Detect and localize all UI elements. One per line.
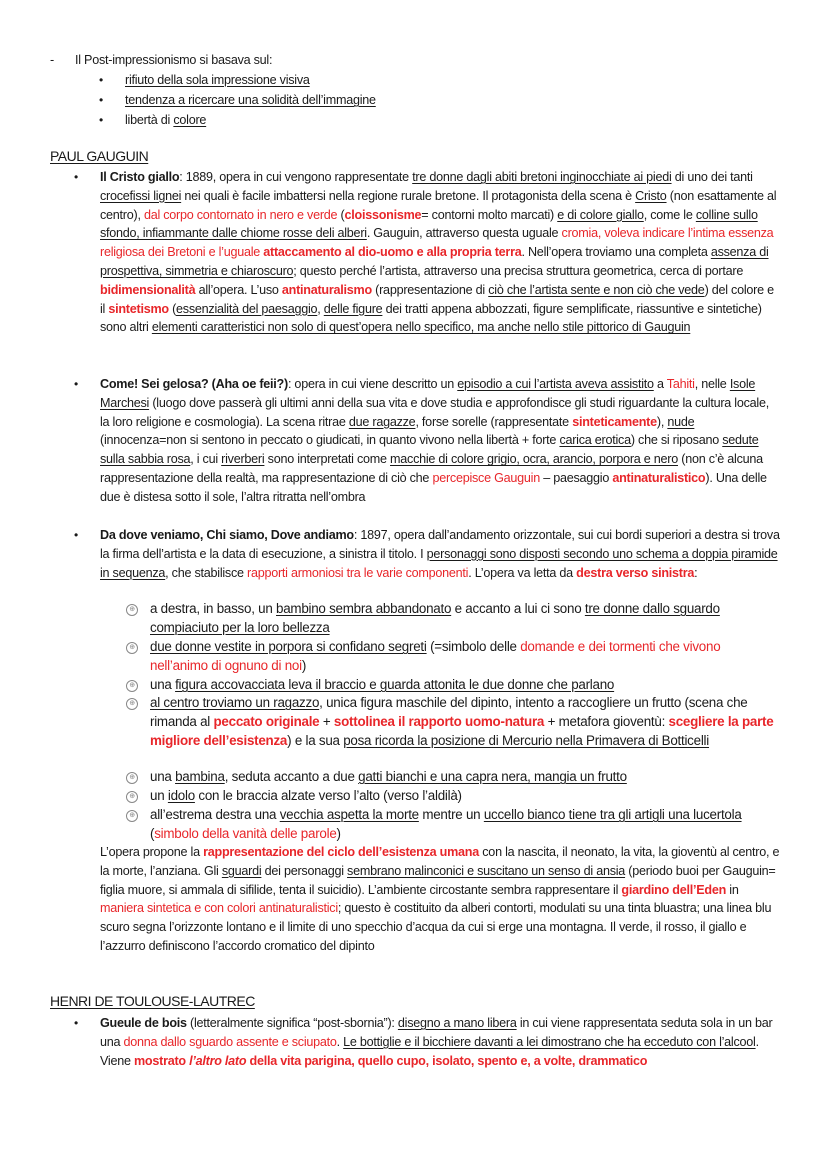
text-run: e accanto a lui ci sono bbox=[451, 601, 585, 616]
bullet-icon: • bbox=[74, 1016, 78, 1030]
text-run: carica erotica bbox=[559, 433, 631, 448]
text-run: tendenza a ricercare una solidità dell’immagine bbox=[125, 93, 376, 107]
text-run: due ragazze bbox=[348, 414, 416, 429]
text-run: L’opera propone la bbox=[100, 845, 204, 859]
text-run: , unica figura maschile del dipinto, intento a raccogliere un frutto (scena che rimanda al bbox=[150, 695, 748, 729]
text-run: dei personaggi bbox=[261, 863, 348, 878]
sub-item-text bbox=[150, 807, 742, 841]
text-run: dal corpo contornato in nero e verde bbox=[143, 207, 338, 222]
text-run: episodio a cui l’artista aveva assistito bbox=[457, 377, 654, 391]
text-run: della vita parigina, quello cupo, isolato, spento e, a volte, drammatico bbox=[246, 1053, 648, 1068]
intro-bullet-text bbox=[99, 90, 376, 110]
text-run: ) e la sua bbox=[287, 732, 344, 748]
text-run: una bbox=[150, 677, 176, 692]
circle-plus-icon: ⊕ bbox=[126, 772, 138, 784]
text-run: mentre un bbox=[418, 807, 484, 822]
text-run: ; questo perché l’artista, attraverso una precisa struttura geometrica, cerca di portare bbox=[293, 263, 744, 278]
sub-list-item bbox=[129, 600, 780, 638]
text-run: sintetismo bbox=[108, 301, 169, 316]
text-run: . Nell’opera troviamo una completa bbox=[521, 245, 711, 260]
text-run: rappresentazione del ciclo dell’esistenza umana bbox=[203, 845, 480, 859]
text-run: libertà di bbox=[125, 113, 174, 127]
text-run: Tahiti bbox=[666, 377, 695, 391]
text-run: simbolo della vanità delle parole bbox=[154, 825, 337, 841]
list-item-gueule-de-bois bbox=[74, 1014, 780, 1070]
text-run: l’altro lato bbox=[189, 1053, 247, 1068]
text-run: colline sullo sfondo, infiammante dalle chiome rosse deli alberi bbox=[100, 207, 758, 241]
sub-item-text bbox=[150, 677, 614, 692]
section-heading-gauguin: PAUL GAUGUIN bbox=[50, 148, 149, 164]
text-run: . L’opera va letta da bbox=[468, 565, 577, 580]
text-run: Il Cristo giallo bbox=[100, 170, 180, 184]
circle-plus-icon: ⊕ bbox=[126, 604, 138, 616]
text-run: peccato originale bbox=[213, 713, 320, 729]
bullet-icon: • bbox=[74, 528, 78, 542]
text-run: colore bbox=[173, 113, 207, 127]
text-run: antinaturalismo bbox=[281, 282, 372, 297]
text-run: dei tratti appena abbozzati, figure semplificate, riassuntive e sintetiche) sono altri bbox=[100, 301, 762, 335]
text-run: in bbox=[726, 882, 739, 897]
text-run: rifiuto della sola impressione visiva bbox=[125, 73, 310, 87]
text-run: macchie di colore grigio, ocra, arancio, porpora e nero bbox=[390, 452, 678, 467]
text-run: giardino dell’Eden bbox=[621, 882, 727, 897]
circle-plus-icon: ⊕ bbox=[126, 642, 138, 654]
text-run: ) che si riposano bbox=[630, 433, 723, 448]
text-run: , i cui bbox=[190, 452, 222, 467]
text-run: donna dallo sguardo assente e sciupato bbox=[123, 1034, 337, 1049]
bullet-icon: • bbox=[74, 377, 78, 391]
text-run: bambino sembra abbandonato bbox=[276, 601, 452, 616]
text-run: ) bbox=[301, 657, 307, 673]
text-run: tre donne dallo sguardo compiaciuto per la loro bellezza bbox=[150, 601, 720, 635]
intro-bullet-text bbox=[99, 70, 310, 90]
text-run: elementi caratteristici non solo di quest’opera nello specifico, ma anche nello stile pittorico di Gauguin bbox=[151, 320, 691, 335]
text-run: tre donne dagli abiti bretoni inginocchiate ai piedi bbox=[412, 170, 672, 184]
intro-bullet-text bbox=[99, 110, 207, 130]
list-item-sei-gelosa bbox=[74, 375, 780, 507]
item-text bbox=[100, 1016, 772, 1068]
circle-plus-icon: ⊕ bbox=[126, 680, 138, 692]
text-run: sottolinea il rapporto uomo-natura bbox=[333, 713, 545, 729]
text-run: destra verso sinistra bbox=[576, 565, 695, 580]
text-run: disegno a mano libera bbox=[397, 1016, 517, 1030]
text-run: cromia, voleva indicare l’intima essenza religiosa dei Bretoni e l’uguale bbox=[100, 226, 774, 260]
text-run: una bbox=[150, 769, 176, 784]
text-run: , bbox=[317, 301, 324, 316]
item-text bbox=[100, 377, 769, 504]
sub-list-item bbox=[129, 768, 780, 787]
sub-list-item bbox=[129, 787, 780, 806]
text-run: : bbox=[694, 565, 698, 580]
text-run: . Viene bbox=[100, 1034, 759, 1068]
sub-item-text bbox=[150, 639, 720, 673]
text-run: sinteticamente bbox=[572, 414, 657, 429]
text-run: , come le bbox=[643, 207, 696, 222]
text-run: , che stabilisce bbox=[165, 565, 248, 580]
text-run: (periodo buoi per Gauguin= figlia muore, si ammala di sifilide, tenta il suicidio). L’ambiente circostante sembra rappresentare il bbox=[100, 863, 776, 897]
sub-list-item bbox=[129, 676, 780, 695]
text-run: = contorni molto marcati) bbox=[421, 207, 558, 222]
text-run: ciò che l’artista sente e non ciò che vede bbox=[488, 282, 705, 297]
text-run: , seduta accanto a due bbox=[224, 769, 359, 784]
sub-list-item bbox=[129, 638, 780, 676]
text-run: bambina bbox=[175, 769, 225, 784]
text-run: + bbox=[319, 713, 334, 729]
text-run: sono interpretati come bbox=[264, 452, 391, 467]
text-run: (innocenza=non si sentono in peccato o giudicati, in quanto vivono nella libertà + forte bbox=[100, 433, 560, 448]
text-run: con le braccia alzate verso l’alto (verso l’aldilà) bbox=[194, 788, 462, 803]
text-run: Le bottiglie e il bicchiere davanti a lei dimostrano che ha ecceduto con l’alcool bbox=[343, 1034, 756, 1049]
text-run: maniera sintetica e con colori antinaturalistici bbox=[100, 901, 338, 916]
text-run: domande e dei tormenti che vivono nell’animo di ognuno di noi bbox=[150, 639, 721, 673]
item-text bbox=[100, 528, 780, 580]
text-run: idolo bbox=[167, 788, 195, 803]
text-run: ). Una delle due è distesa sotto il sole, l’altra ritratta nell’ombra bbox=[100, 470, 767, 504]
text-run: di uno dei tanti bbox=[671, 170, 753, 184]
paragraph-ciclo-esistenza bbox=[100, 843, 780, 956]
text-run: bidimensionalità bbox=[100, 282, 196, 297]
text-run: + metafora gioventù: bbox=[544, 713, 669, 729]
sub-item-text bbox=[150, 769, 627, 784]
circle-plus-icon: ⊕ bbox=[126, 698, 138, 710]
text-run: uccello bianco tiene tra gli artigli una lucertola bbox=[483, 807, 742, 822]
intro-title: Il Post-impressionismo si basava sul: bbox=[75, 53, 273, 67]
bullet-icon: • bbox=[99, 113, 103, 127]
text-run: cloissonisme bbox=[344, 207, 422, 222]
text-run: al centro troviamo un ragazzo bbox=[150, 695, 320, 710]
text-run: Cristo bbox=[635, 188, 667, 203]
text-run: sguardi bbox=[221, 863, 262, 878]
text-run: un bbox=[150, 788, 168, 803]
sub-item-text bbox=[150, 788, 462, 803]
text-run: ( bbox=[168, 301, 177, 316]
text-run: posa ricorda la posizione di Mercurio nella Primavera di Botticelli bbox=[343, 732, 710, 748]
text-run: assenza di prospettiva, simmetria e chiaroscuro bbox=[100, 245, 769, 278]
text-run: . Gauguin, attraverso questa uguale bbox=[366, 226, 562, 241]
paragraph-text bbox=[100, 845, 779, 953]
list-item-da-dove-veniamo bbox=[74, 526, 780, 582]
sub-item-text bbox=[150, 601, 720, 635]
text-run: rapporti armoniosi tra le varie componenti bbox=[247, 565, 469, 580]
text-run: essenzialità del paesaggio bbox=[176, 301, 318, 316]
dash-marker: - bbox=[50, 53, 54, 67]
text-run: (non esattamente al centro), bbox=[100, 188, 777, 222]
section-heading-toulouse-lautrec: HENRI DE TOULOUSE-LAUTREC bbox=[50, 993, 255, 1009]
sub-list-item bbox=[129, 806, 780, 844]
sub-item-text bbox=[150, 695, 773, 748]
item-text bbox=[100, 170, 776, 334]
text-run: , forse sorelle (rappresentate bbox=[415, 414, 573, 429]
text-run: mostrato bbox=[133, 1053, 190, 1068]
text-run: (=simbolo delle bbox=[426, 639, 521, 654]
text-run: (non c’è alcuna rappresentazione della realtà, ma rappresentazione di ciò che bbox=[100, 452, 763, 485]
text-run: (rappresentazione di bbox=[371, 282, 489, 297]
text-run: Gueule de bois bbox=[100, 1016, 187, 1030]
text-run: gatti bianchi e una capra nera, mangia un frutto bbox=[358, 769, 627, 784]
text-run: : 1889, opera in cui vengono rappresentate bbox=[179, 170, 413, 184]
text-run: crocefissi lignei bbox=[100, 188, 182, 203]
text-run: all’estrema destra una bbox=[150, 807, 280, 822]
text-run: . bbox=[336, 1034, 344, 1049]
list-item-cristo-giallo bbox=[74, 168, 780, 337]
text-run: all’opera. L’uso bbox=[195, 282, 282, 297]
text-run: Da dove veniamo, Chi siamo, Dove andiamo bbox=[100, 528, 354, 542]
text-run: : opera in cui viene descritto un bbox=[287, 377, 458, 391]
text-run: , nelle bbox=[694, 377, 730, 391]
text-run: a bbox=[653, 377, 667, 391]
text-run: con la nascita, il neonato, la vita, la gioventù al centro, e la morte, l’anziana. Gli bbox=[100, 845, 780, 878]
text-run: antinaturalistico bbox=[612, 470, 706, 485]
circle-plus-icon: ⊕ bbox=[126, 791, 138, 803]
text-run: percepisce Gauguin bbox=[432, 470, 540, 485]
text-run: attaccamento al dio-uomo e alla propria terra bbox=[263, 245, 522, 260]
text-run: – paesaggio bbox=[539, 470, 613, 485]
text-run: nei quali è facile imbattersi nella regione rurale bretone. Il protagonista della scena è bbox=[181, 188, 636, 203]
bullet-icon: • bbox=[99, 73, 103, 87]
text-run: (luogo dove passerà gli ultimi anni della sua vita e dove studia e approfondisce gli studi riguardante la cultura locale, la loro religione e cosmologia). La scena ritrae bbox=[100, 395, 769, 429]
text-run: vecchia aspetta la morte bbox=[279, 807, 419, 822]
text-run: ) del colore e il bbox=[100, 282, 774, 316]
text-run: riverberi bbox=[221, 452, 265, 467]
circle-plus-icon: ⊕ bbox=[126, 810, 138, 822]
text-run: a destra, in basso, un bbox=[150, 601, 277, 616]
text-run: Isole Marchesi bbox=[100, 377, 756, 410]
text-run: delle figure bbox=[323, 301, 383, 316]
sub-list-item bbox=[129, 694, 780, 750]
text-run: ( bbox=[150, 825, 155, 841]
text-run: Come! Sei gelosa? (Aha oe feii?) bbox=[100, 377, 288, 391]
text-run: nude bbox=[667, 414, 695, 429]
text-run: sembrano malinconici e suscitano un senso di ansia bbox=[347, 863, 626, 878]
text-run: e di colore giallo bbox=[557, 207, 644, 222]
text-run: due donne vestite in porpora si confidano segreti bbox=[150, 639, 427, 654]
text-run: scegliere la parte migliore dell’esistenza bbox=[150, 713, 774, 748]
text-run: ) bbox=[336, 825, 341, 841]
bullet-icon: • bbox=[74, 170, 78, 184]
text-run: figura accovacciata leva il braccio e guarda attonita le due donne che parlano bbox=[175, 677, 615, 692]
text-run: ( bbox=[337, 207, 345, 222]
text-run: : 1897, opera dall’andamento orizzontale, sui cui bordi superiori a destra si trova la firma dell’artista e la data di esecuzione, a sinistra il titolo. I bbox=[100, 528, 780, 561]
bullet-icon: • bbox=[99, 93, 103, 107]
text-run: (letteralmente significa “post-sbornia”): bbox=[186, 1016, 398, 1030]
text-run: ), bbox=[656, 414, 668, 429]
text-run: sedute sulla sabbia rosa bbox=[100, 433, 759, 467]
text-run: in cui viene rappresentata seduta sola in un bar una bbox=[100, 1016, 773, 1049]
text-run: personaggi sono disposti secondo uno schema a doppia piramide in sequenza bbox=[100, 546, 778, 580]
text-run: ; questo è costituito da alberi contorti, modulati su una tinta bluastra; una linea blu scuro segna l’orizzonte lontano e il limite di uno specchio d’acqua da cui si erge una montagna. Il verde, il rosso, il giallo e l’azzurro definiscono l’accordo cromatico del dipinto bbox=[100, 901, 772, 953]
